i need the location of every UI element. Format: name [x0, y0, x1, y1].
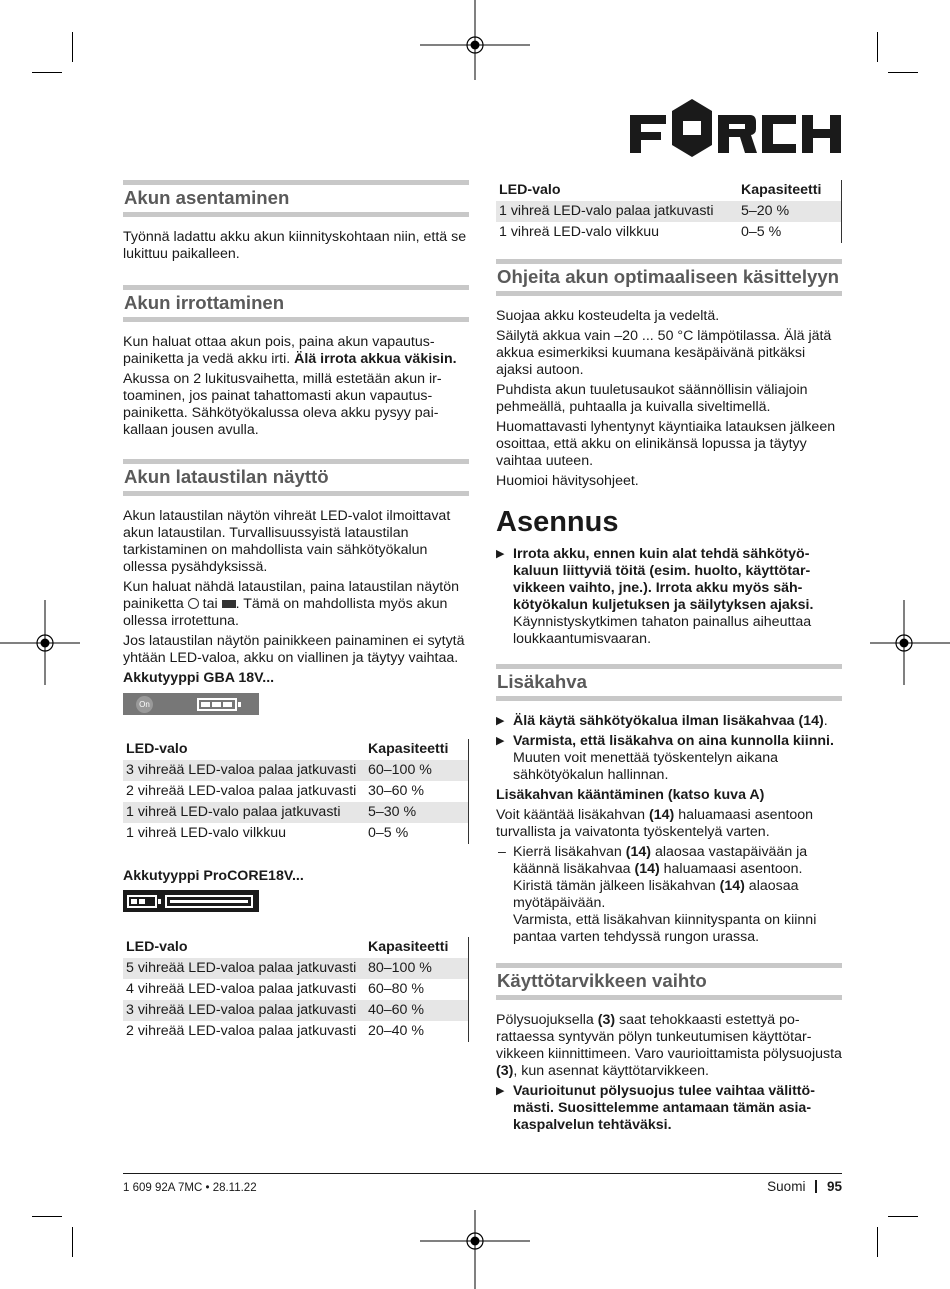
crop-mark — [72, 32, 73, 62]
section-title-kayttotarvikkeen-vaihto: Käyttötarvikkeen vaihto — [496, 963, 842, 1000]
table-row: 1 vihreä LED-valo vilkkuu 0–5 % — [499, 224, 782, 240]
footer-language: Suomi — [767, 1179, 806, 1194]
section-title-akun-lataustilan-naytto: Akun lataustilan näyttö — [123, 459, 469, 496]
table-header: LED-valo — [126, 741, 188, 757]
paragraph: Pölysuojuksella (3) saat tehokkaasti estettyä porattaessa syntyvän pölyn tunkeutumisen käyttötarvikkeen kiinnittimeen. Varo vaurioittamista pölysuojusta (3), kun asennat käyttötarvikkeen. — [496, 1012, 842, 1079]
crop-mark — [877, 1227, 878, 1257]
table-row: 2 vihreää LED-valoa palaa jatkuvasti 30–60 % — [126, 783, 425, 799]
paragraph: Kun haluat nähdä lataustilan, paina lataustilan näytön painiketta tai . Tämä on mahdollista myös akun ollessa irrotettuna. — [123, 579, 460, 629]
crop-mark — [32, 1216, 62, 1217]
paragraph: Huomioi hävitysohjeet. — [496, 473, 639, 489]
battery-full-icon — [165, 895, 253, 908]
section-title-lisakahva: Lisäkahva — [496, 664, 842, 701]
registration-mark-bottom — [420, 1210, 530, 1289]
capacity-table-procore-cont — [496, 180, 842, 243]
crop-mark — [32, 72, 62, 73]
section-title-akun-irrottaminen: Akun irrottaminen — [123, 285, 469, 322]
table-row: 4 vihreää LED-valoa palaa jatkuvasti 60–80 % — [126, 981, 425, 997]
table-header: LED-valo — [499, 182, 561, 198]
warning-bullet: ▶ Älä käytä sähkötyökalua ilman lisäkahvaa (14). — [496, 713, 828, 729]
paragraph: Puhdista akun tuuletusaukot säännöllisin väliajoin pehmeällä, puhtaalla ja kuivalla siveltimellä. — [496, 382, 808, 415]
registration-mark-left — [0, 600, 80, 685]
crop-mark — [877, 32, 878, 62]
paragraph: Huomattavasti lyhentynyt käyntiaika latauksen jälkeen osoittaa, että akku on elinikänsä lopussa ja täytyy vaihtaa uuteen. — [496, 419, 836, 469]
paragraph: Suojaa akku kosteudelta ja vedeltä. — [496, 308, 720, 324]
table-row: 1 vihreä LED-valo palaa jatkuvasti 5–30 % — [123, 802, 469, 823]
table-header: Kapasiteetti — [741, 182, 822, 198]
step-item: – Kierrä lisäkahvan (14) alaosaa vastapäivään ja käännä lisäkahvaa (14) haluamaasi asentoon. Kiristä tämän jälkeen lisäkahvan (14) alaosaa myötäpäivään. Varmista, että lisäkahvan kiinnityspanta on kiinni pantaa varten tehdyssä rungon urassa. — [498, 844, 817, 945]
table-row: 5 vihreää LED-valoa palaa jatkuvasti 80–100 % — [123, 958, 469, 979]
paragraph: Voit kääntää lisäkahvan (14) haluamaasi asentoon turvallista ja vaivatonta työskentelyä varten. — [496, 807, 814, 840]
left-column — [123, 180, 469, 1042]
right-column — [496, 180, 842, 1137]
charge-gauge-procore — [123, 890, 259, 912]
table-row: 2 vihreää LED-valoa palaa jatkuvasti 20–40 % — [126, 1023, 425, 1039]
footer-rule — [123, 1173, 842, 1174]
footer-page — [700, 1178, 842, 1195]
battery-indicator-icon — [197, 698, 237, 711]
battery-icon — [222, 600, 236, 608]
capacity-table-procore — [123, 937, 469, 1042]
table-header: LED-valo — [126, 939, 188, 955]
capacity-table-gba — [123, 739, 469, 844]
table-header: Kapasiteetti — [368, 939, 449, 955]
table-header: Kapasiteetti — [368, 741, 449, 757]
warning-bullet: ▶ Irrota akku, ennen kuin alat tehdä sähkötyökaluun liittyviä töitä (esim. huolto, käyttötarvikkeen vaihto, jne.). Irrota akku myös sähkötyökalun kuljetuksen ja säilytyksen ajaksi. Käynnistyskytkimen tahaton painallus aiheuttaa loukkaantumisvaaran. — [496, 546, 814, 647]
section-title-ohjeita: Ohjeita akun optimaaliseen käsittelyyn — [496, 259, 842, 296]
paragraph: Akussa on 2 lukitusvaihetta, millä estetään akun irtoaminen, jos painat tahattomasti akun vapautuspainiketta. Sähkötyökalussa oleva akku pysyy paikallaan jousen avulla. — [123, 371, 442, 438]
battery-type-gba: Akkutyyppi GBA 18V... — [123, 670, 275, 686]
paragraph: Kun haluat ottaa akun pois, paina akun vapautuspainiketta ja vedä akku irti. Älä irrota akkua väkisin. — [123, 334, 457, 367]
chapter-title-asennus: Asennus — [496, 506, 619, 538]
button-icon-on — [188, 598, 199, 609]
battery-type-procore: Akkutyyppi ProCORE18V... — [123, 868, 304, 884]
table-row: 3 vihreää LED-valoa palaa jatkuvasti 40–60 % — [123, 1000, 469, 1021]
on-button-icon: On — [136, 696, 153, 713]
paragraph: Akun lataustilan näytön vihreät LED-valot ilmoittavat akun lataustilan. Turvallisuussyistä lataustilan tarkistaminen on mahdollista vain sähkötyökalun ollessa pysähdyksissä. — [123, 508, 451, 575]
table-row: 1 vihreä LED-valo vilkkuu 0–5 % — [126, 825, 409, 841]
paragraph: Jos lataustilan näytön painikkeen painaminen ei sytytä yhtään LED-valoa, akku on viallinen ja täytyy vaihtaa. — [123, 633, 465, 666]
paragraph: Säilytä akkua vain –20 ... 50 °C lämpötilassa. Älä jätä akkua esimerkiksi kuumana kesäpäivänä pitkäksi ajaksi autoon. — [496, 328, 832, 378]
subheading: Lisäkahvan kääntäminen (katso kuva A) — [496, 787, 765, 803]
crop-mark — [888, 72, 918, 73]
registration-mark-right — [870, 600, 950, 685]
charge-gauge-gba — [123, 693, 259, 715]
registration-mark-top — [420, 0, 530, 80]
page-number: 95 — [826, 1179, 842, 1194]
warning-bullet: ▶ Vaurioitunut pölysuojus tulee vaihtaa välittömästi. Suosittelemme antamaan tämän asiakaspalvelun tehtäväksi. — [496, 1083, 815, 1133]
footer-doc-code: 1 609 92A 7MC • 28.11.22 — [123, 1182, 257, 1194]
table-row: 3 vihreää LED-valoa palaa jatkuvasti 60–100 % — [123, 760, 469, 781]
paragraph: Työnnä ladattu akku akun kiinnityskohtaan niin, että se lukittuu paikalleen. — [123, 229, 467, 262]
warning-bullet: ▶ Varmista, että lisäkahva on aina kunnolla kiinni. Muuten voit menettää työskentelyn aikana sähkötyökalun hallinnan. — [496, 733, 834, 783]
forch-logo — [628, 95, 844, 165]
crop-mark — [888, 1216, 918, 1217]
battery-low-icon — [127, 895, 157, 908]
crop-mark — [72, 1227, 73, 1257]
section-title-akun-asentaminen: Akun asentaminen — [123, 180, 469, 217]
table-row: 1 vihreä LED-valo palaa jatkuvasti 5–20 % — [496, 201, 842, 222]
